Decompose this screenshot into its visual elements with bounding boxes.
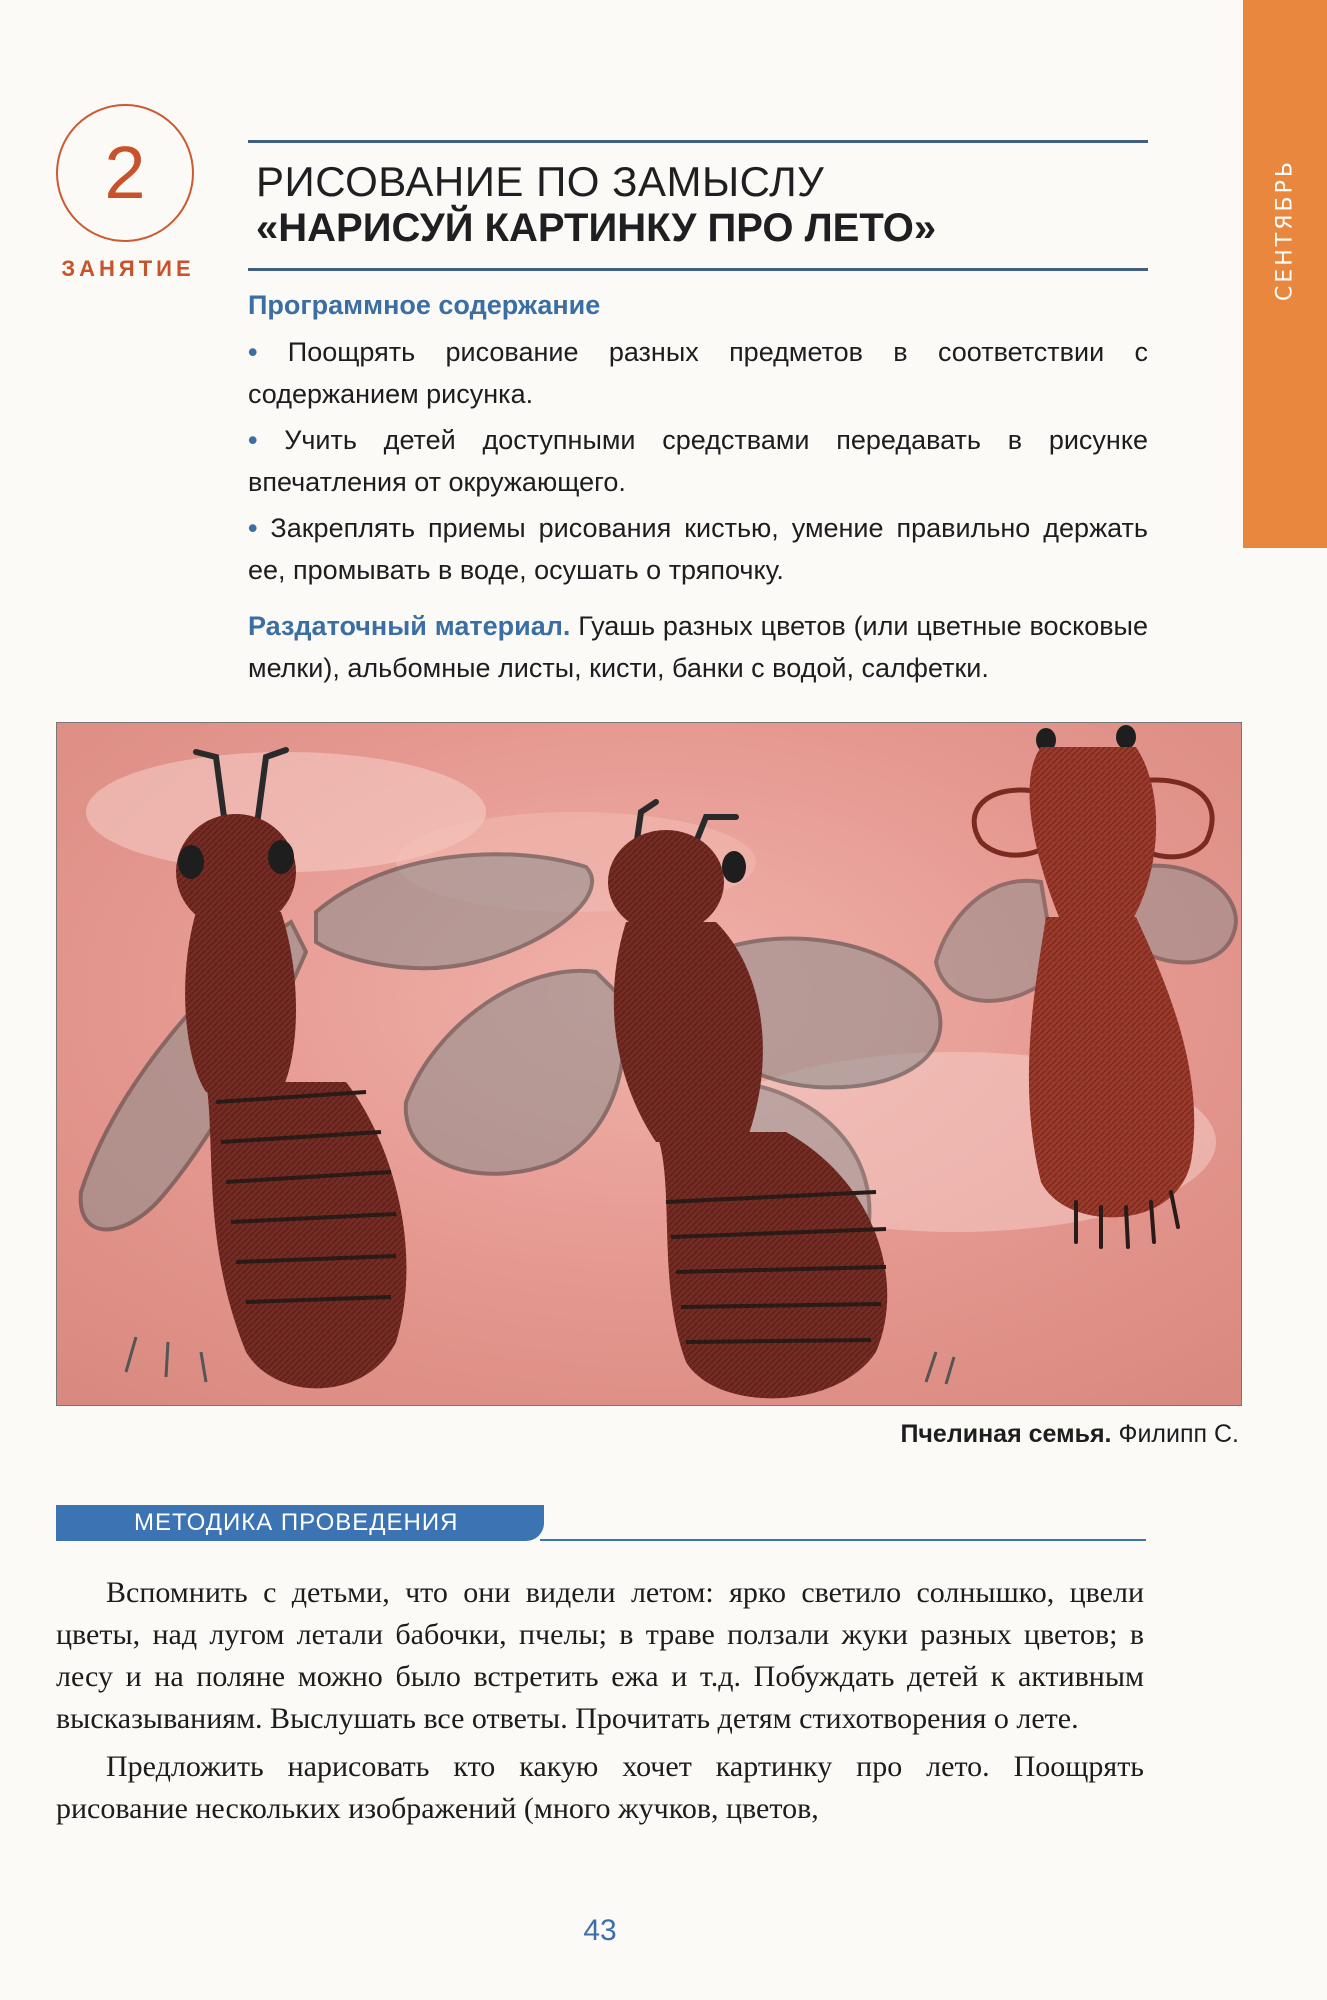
lesson-label: ЗАНЯТИЕ xyxy=(61,256,195,281)
children-drawing-bees xyxy=(56,722,1242,1406)
lesson-number-circle xyxy=(56,104,194,242)
body-paragraph: Вспомнить с детьми, что они видели летом: ярко светило солнышко, цвели цветы, над лугом летали бабочки, пчелы; в траве ползали жуки разных цветов; в лесу и на поляне можно было встретить ежа и т.д. Побуждать детей к активным высказываниям. Выслушать все ответы. Прочитать детям стихотворения о лете. xyxy=(56,1576,1144,1735)
bullet-text: Закреплять приемы рисования кистью, умение правильно держать ее, промывать в воде, осушать о тряпочку. xyxy=(248,513,1148,585)
material-label: Раздаточный материал. xyxy=(248,611,571,641)
methodology-rule xyxy=(540,1539,1146,1541)
methodology-band xyxy=(56,1505,544,1541)
program-heading: Программное содержание xyxy=(248,290,601,320)
title-top-rule xyxy=(248,140,1148,143)
caption-title: Пчелиная семья. xyxy=(900,1420,1112,1448)
program-bullet xyxy=(248,419,1148,503)
handout-material xyxy=(248,605,1148,689)
bullet-dot-icon: • xyxy=(248,425,285,455)
material-text: Гуашь разных цветов (или цветные восковые мелки), альбомные листы, кисти, банки с водой, салфетки. xyxy=(248,611,1148,683)
program-content xyxy=(248,290,1148,689)
illustration-caption xyxy=(900,1420,1239,1449)
bullet-dot-icon: • xyxy=(248,337,288,367)
methodology-body xyxy=(56,1572,1144,1836)
title-bottom-rule xyxy=(248,268,1148,271)
bullet-text: Поощрять рисование разных предметов в соответствии с содержанием рисунка. xyxy=(248,337,1148,409)
bullet-dot-icon: • xyxy=(248,513,271,543)
program-bullet xyxy=(248,507,1148,591)
body-paragraph: Предложить нарисовать кто какую хочет картинку про лето. Поощрять рисование нескольких изображений (много жучков, цветов, xyxy=(56,1750,1144,1825)
page-number: 43 xyxy=(583,1914,617,1947)
lesson-number: 2 xyxy=(104,131,146,214)
month-label: СЕНТЯБРЬ xyxy=(1272,159,1298,301)
bullet-text: Учить детей доступными средствами передавать в рисунке впечатления от окружающего. xyxy=(248,425,1148,497)
title-line-2: «НАРИСУЙ КАРТИНКУ ПРО ЛЕТО» xyxy=(256,206,937,250)
month-tab xyxy=(1243,0,1327,548)
caption-author: Филипп С. xyxy=(1118,1420,1239,1448)
program-bullet xyxy=(248,331,1148,415)
title-line-1: РИСОВАНИЕ ПО ЗАМЫСЛУ xyxy=(256,158,825,205)
methodology-heading: МЕТОДИКА ПРОВЕДЕНИЯ xyxy=(134,1509,459,1536)
